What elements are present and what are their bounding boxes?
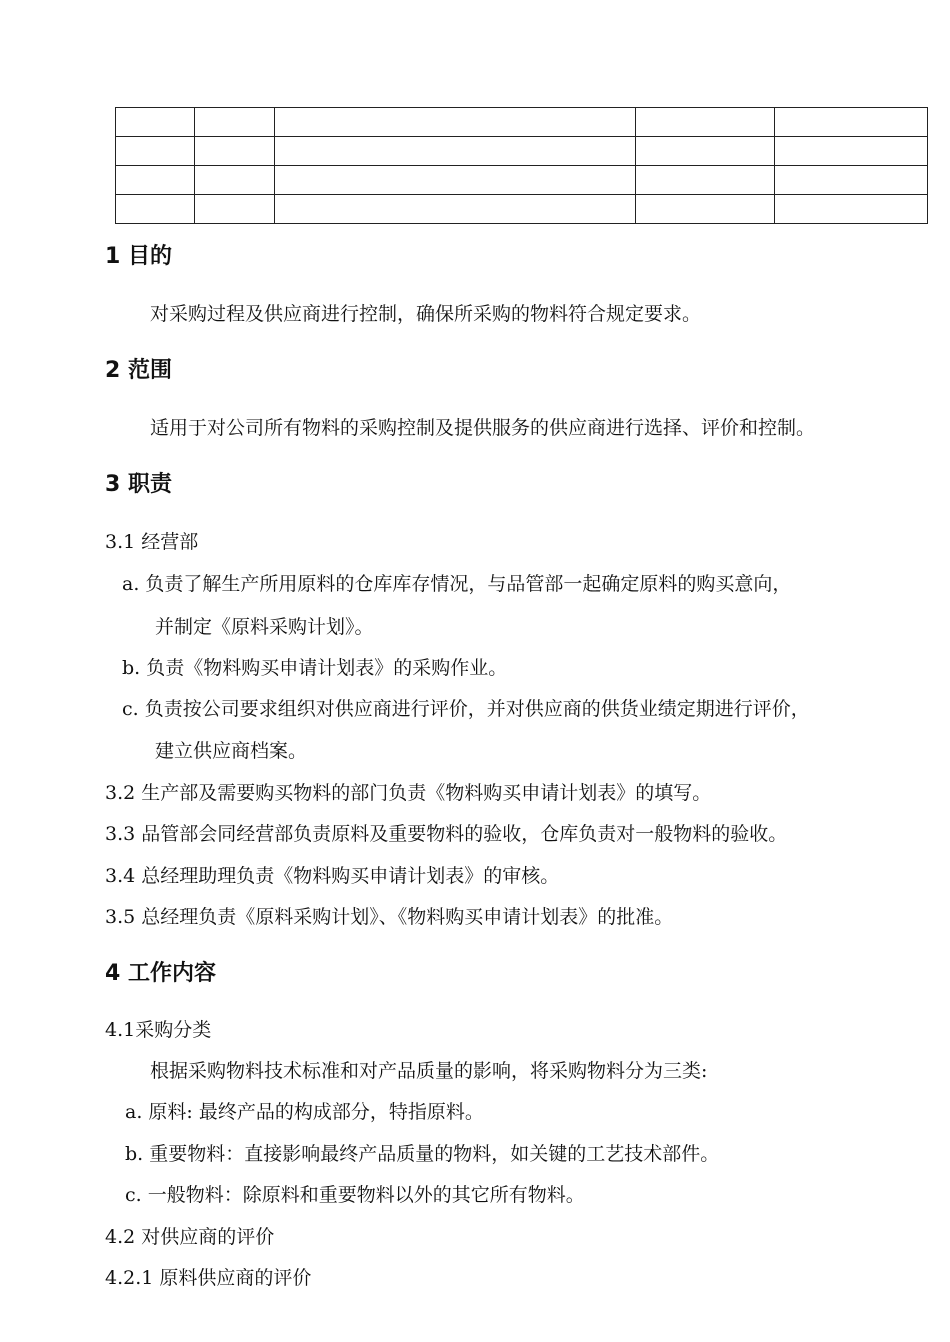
table-cell — [636, 108, 775, 137]
table-cell — [195, 137, 275, 166]
table-row — [116, 166, 928, 195]
table-cell — [636, 137, 775, 166]
table-cell — [195, 108, 275, 137]
section-4-1-intro: 根据采购物料技术标准和对产品质量的影响，将采购物料分为三类: — [150, 1060, 708, 1082]
table-cell — [275, 137, 636, 166]
table-row — [116, 195, 928, 224]
section-2-heading: 2 范围 — [105, 358, 172, 383]
table-cell — [116, 137, 195, 166]
section-3-4: 3.4 总经理助理负责《物料购买申请计划表》的审核。 — [105, 865, 560, 887]
section-3-2: 3.2 生产部及需要购买物料的部门负责《物料购买申请计划表》的填写。 — [105, 782, 712, 804]
section-3-1-item-c: c. 负责按公司要求组织对供应商进行评价，并对供应商的供货业绩定期进行评价， — [122, 698, 810, 720]
section-3-3: 3.3 品管部会同经营部负责原料及重要物料的验收，仓库负责对一般物料的验收。 — [105, 823, 788, 845]
section-1-body: 对采购过程及供应商进行控制，确保所采购的物料符合规定要求。 — [150, 303, 702, 325]
table-cell — [775, 195, 928, 224]
section-3-heading: 3 职责 — [105, 472, 172, 497]
table-cell — [116, 108, 195, 137]
table-cell — [775, 108, 928, 137]
section-4-2-title: 4.2 对供应商的评价 — [105, 1226, 275, 1248]
table-cell — [775, 166, 928, 195]
section-4-1-item-a: a. 原料: 最终产品的构成部分，特指原料。 — [125, 1101, 484, 1123]
table-cell — [116, 166, 195, 195]
section-2-body: 适用于对公司所有物料的采购控制及提供服务的供应商进行选择、评价和控制。 — [150, 417, 816, 439]
section-1-heading: 1 目的 — [105, 244, 172, 269]
section-3-1-item-c-cont: 建立供应商档案。 — [155, 740, 308, 762]
section-4-1-item-c: c. 一般物料：除原料和重要物料以外的其它所有物料。 — [125, 1184, 585, 1206]
section-4-2-1-title: 4.2.1 原料供应商的评价 — [105, 1267, 312, 1289]
section-4-1-item-b: b. 重要物料：直接影响最终产品质量的物料，如关键的工艺技术部件。 — [125, 1143, 720, 1165]
table-cell — [775, 137, 928, 166]
section-3-5: 3.5 总经理负责《原料采购计划》、《物料购买申请计划表》的批准。 — [105, 906, 674, 928]
table-cell — [636, 195, 775, 224]
table-cell — [275, 166, 636, 195]
section-3-1-item-a: a. 负责了解生产所用原料的仓库库存情况，与品管部一起确定原料的购买意向， — [122, 573, 792, 595]
table-cell — [275, 195, 636, 224]
section-4-heading: 4 工作内容 — [105, 961, 216, 986]
section-4-1-title: 4.1采购分类 — [105, 1019, 212, 1041]
table-cell — [195, 195, 275, 224]
section-3-1-item-a-cont: 并制定《原料采购计划》。 — [155, 616, 374, 638]
section-3-1-title: 3.1 经营部 — [105, 531, 199, 553]
table-row — [116, 108, 928, 137]
section-3-1-item-b: b. 负责《物料购买申请计划表》的采购作业。 — [122, 657, 508, 679]
table-cell — [636, 166, 775, 195]
revision-table — [115, 107, 928, 224]
table-cell — [275, 108, 636, 137]
table-cell — [116, 195, 195, 224]
table-cell — [195, 166, 275, 195]
table-row — [116, 137, 928, 166]
